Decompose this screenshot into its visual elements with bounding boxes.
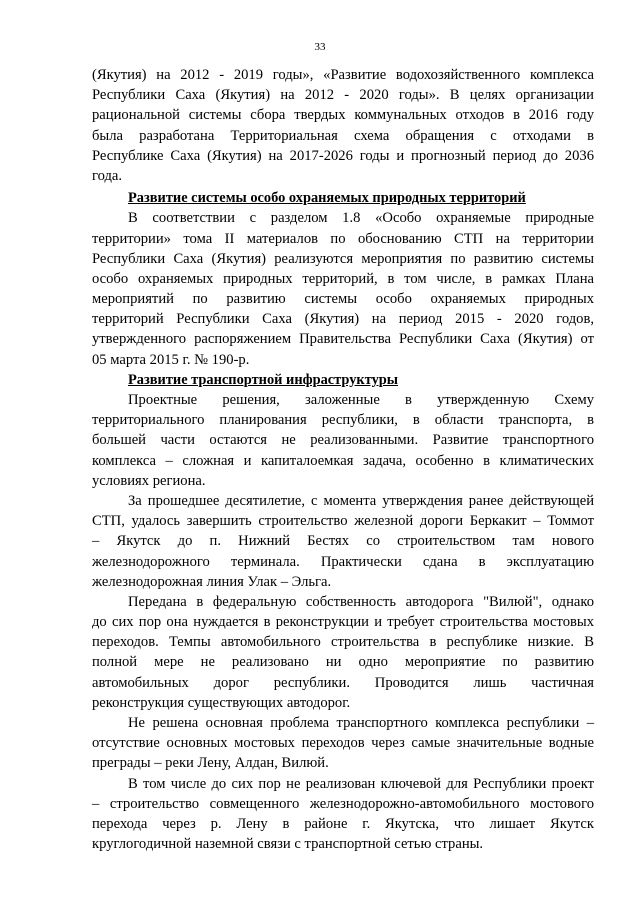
text-line: железнодорожная линия Улак – Эльга. — [92, 573, 332, 590]
paragraph-waste-management — [92, 65, 594, 186]
page-content — [92, 65, 594, 854]
page-number: 33 — [314, 41, 326, 53]
text-line: автомобильных дорог республики. Проводится лишь частичная — [92, 674, 594, 691]
text-line: утвержденного распоряжением Правительства Республики Саха (Якутия) от — [92, 331, 594, 348]
text-line: Не решена основная проблема транспортного комплекса республики – — [128, 715, 594, 731]
text-line: рациональной системы сбора твердых коммунальных отходов в 2016 году — [92, 107, 594, 124]
text-line: условиях региона. — [92, 472, 206, 489]
paragraph-bridges — [92, 713, 594, 774]
section-heading-protected-areas: Развитие системы особо охраняемых природных территорий — [128, 190, 526, 207]
text-line: была разработана Территориальная схема обращения с отходами в — [92, 127, 594, 144]
text-line: – Якутск до п. Нижний Бестях со строительством там нового — [92, 533, 594, 550]
text-line: круглогодичной наземной связи с транспортной сетью страны. — [92, 836, 484, 853]
text-line: полной мере не реализовано ни одно мероприятие по развитию — [92, 654, 594, 671]
text-line: В соответствии с разделом 1.8 «Особо охраняемые природные — [128, 210, 594, 227]
text-line: За прошедшее десятилетие, с момента утверждения ранее действующей — [128, 492, 594, 509]
text-line: Передана в федеральную собственность автодорога "Вилюй", однако — [128, 593, 594, 610]
text-line: территориального планирования республики, в области транспорта, в — [92, 412, 594, 429]
section-heading-transport: Развитие транспортной инфраструктуры — [128, 371, 399, 388]
text-line: Проектные решения, заложенные в утвержденную Схему — [128, 392, 594, 408]
text-line: отсутствие основных мостовых переходов через самые значительные водные — [92, 735, 594, 752]
paragraph-roads — [92, 592, 594, 713]
text-line: территории» тома II материалов по обоснованию СТП на территории — [92, 230, 594, 247]
text-line: комплекса – сложная и капиталоемкая задача, особенно в климатических — [92, 452, 594, 469]
text-line: Республике Саха (Якутия) на 2017-2026 годы и прогнозный период до 2036 — [92, 147, 594, 164]
text-line: В том числе до сих пор не реализован ключевой для Республики проект — [128, 775, 594, 792]
text-line: Республики Саха (Якутия) реализуются мероприятия по развитию системы — [92, 250, 594, 267]
text-line: (Якутия) на 2012 - 2019 годы», «Развитие водохозяйственного комплекса — [92, 67, 594, 83]
text-line: особо охраняемых природных территорий, в том числе, в рамках Плана — [92, 270, 594, 287]
paragraph-lena-bridge — [92, 774, 594, 855]
text-line: переходов. Темпы автомобильного строительства в республике низкие. В — [92, 634, 594, 651]
text-line: перехода через р. Лену в районе г. Якутска, что лишает Якутск — [92, 815, 594, 832]
text-line: железнодорожного терминала. Практически сдана в эксплуатацию — [92, 553, 594, 570]
text-line: до сих пор она нуждается в реконструкции и требует строительства мостовых — [92, 614, 594, 631]
text-line: преграды – реки Лену, Алдан, Вилюй. — [92, 755, 329, 772]
text-line: года. — [92, 167, 123, 184]
text-line: большей части остаются не реализованными. Развитие транспортного — [92, 432, 594, 449]
text-line: Республики Саха (Якутия) на 2012 - 2020 годы». В целях организации — [92, 87, 594, 104]
text-line: 05 марта 2015 г. № 190-р. — [92, 351, 250, 368]
text-line: реконструкция существующих автодорог. — [92, 694, 351, 711]
text-line: мероприятий по развитию системы особо охраняемых природных — [92, 291, 594, 308]
paragraph-railway — [92, 491, 594, 592]
paragraph-transport-decisions — [92, 390, 594, 491]
paragraph-protected-areas — [92, 208, 594, 370]
text-line: территорий Республики Саха (Якутия) на период 2015 - 2020 годов, — [92, 311, 594, 328]
text-line: – строительство совмещенного железнодорожно-автомобильного мостового — [92, 795, 594, 812]
text-line: СТП, удалось завершить строительство железной дороги Беркакит – Томмот — [92, 513, 594, 530]
